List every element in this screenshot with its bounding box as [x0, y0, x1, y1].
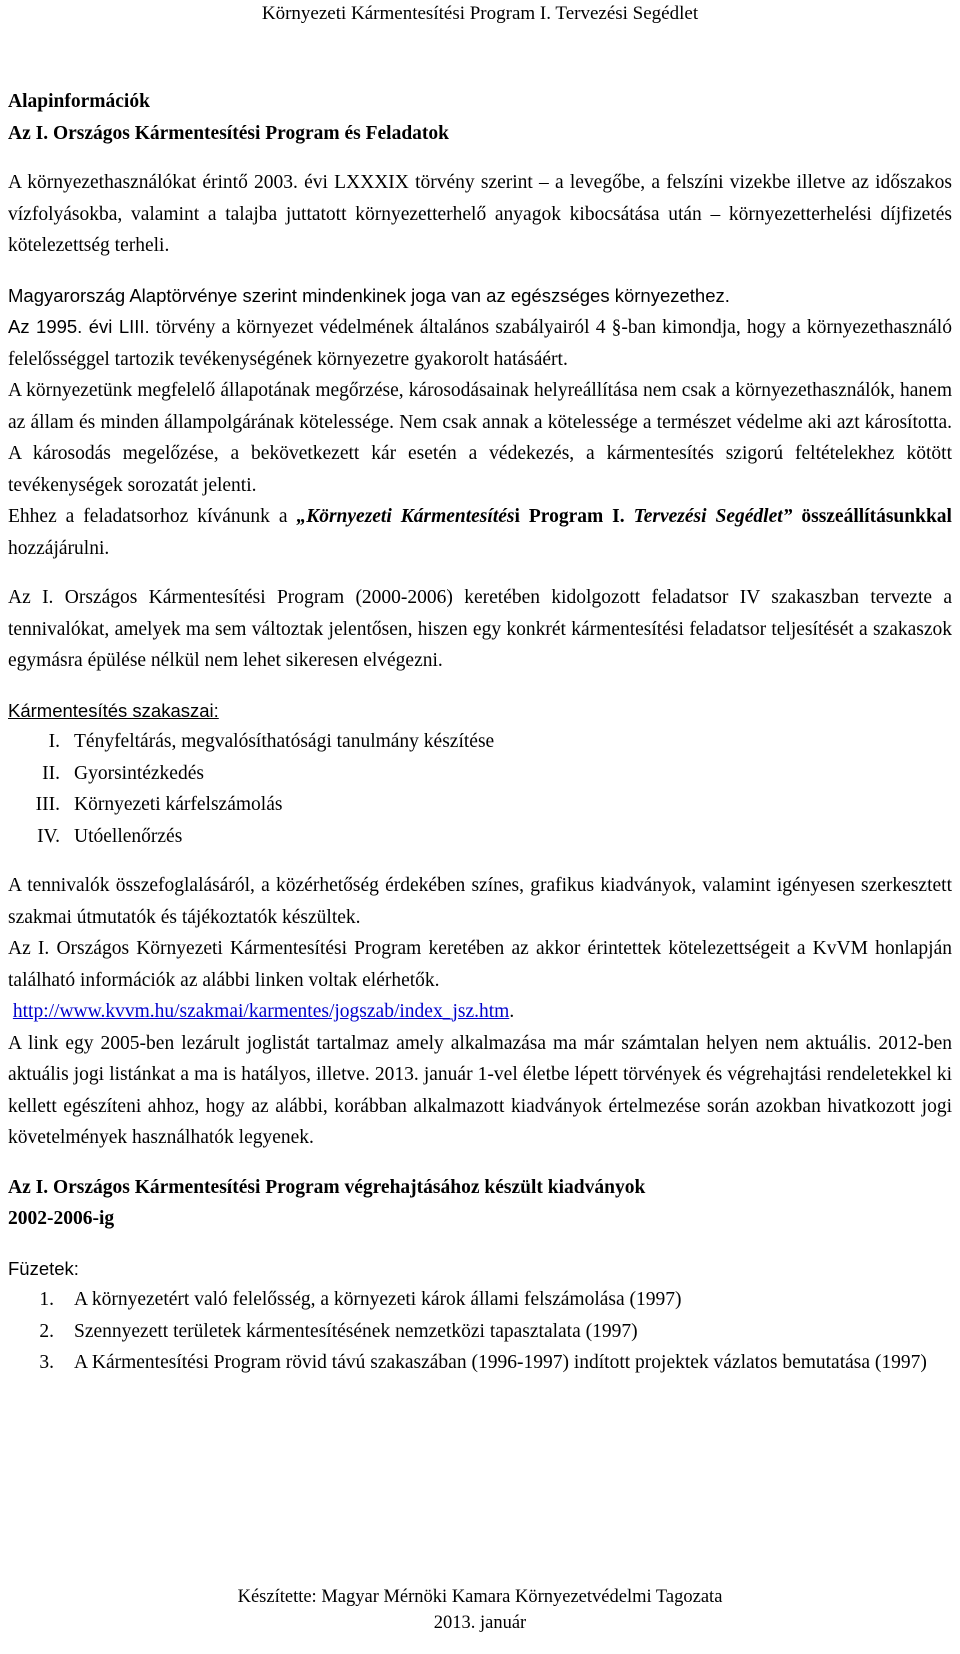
list-item — [8, 1316, 952, 1348]
list-item — [8, 726, 952, 758]
list-marker: 2. — [39, 1320, 54, 1342]
list-item — [8, 758, 952, 790]
paragraph-publications: A tennivalók összefoglalásáról, a közérhetőség érdekében színes, grafikus kiadványok, valamint igényesen szerkesztett szakmai útmutatók és tájékoztatók készültek. — [8, 875, 952, 928]
paragraph-constitution: Magyarország Alaptörvénye szerint mindenkinek joga van az egészséges környezethez. — [8, 284, 730, 306]
booklets-title: Füzetek: — [8, 1257, 79, 1279]
footer-date: 2013. január — [433, 1613, 527, 1633]
contribution-text-end: hozzájárulni. — [8, 537, 110, 559]
list-item-text: A Kármentesítési Program rövid távú szakaszában (1996-1997) indított projektek vázlatos bemutatása (1997) — [74, 1352, 927, 1373]
list-item — [8, 1347, 952, 1379]
list-item-text: Utóellenőrzés — [74, 825, 183, 847]
paragraph-legal-list: A link egy 2005-ben lezárult joglistát tartalmaz amely alkalmazása ma már számtalan helyen nem aktuális. 2012-ben aktuális jogi listánkat a ma is hatályos, illetve. 2013. január 1-vel életbe lépett törvények és végrehajtási rendeletekkel ki kellett egészíteni ahhoz, hogy az alábbi, korábban alkalmazott kiadványok értelmezése során azokban hivatkozott jogi követelmények használhatók legyenek. — [8, 1032, 952, 1148]
paragraph-kvvm: Az I. Országos Környezeti Kármentesítési Program keretében az akkor érintettek kötelezettségeit a KvVM honlapján található információk az alábbi linken voltak elérhetők. — [8, 938, 952, 991]
paragraph-fee-law: A környezethasználókat érintő 2003. évi LXXXIX törvény szerint – a levegőbe, a felszíni vizekbe illetve az időszakos vízfolyásokba, valamint a talajba juttatott környezetterhelő anyagok kibocsátása után – környezetterhelési díjfizetés kötelezettség terheli. — [8, 172, 952, 256]
document-body — [8, 86, 952, 1379]
publication-title-part3: Tervezési Segédlet” — [633, 506, 793, 527]
paragraph-program-stages: Az I. Országos Kármentesítési Program (2000-2006) keretében kidolgozott feladatsor IV szakaszban tervezte a tennivalókat, amelyek ma sem változtak jelentősen, hiszen egy konkrét kármentesítési feladatsor teljesítését a szakaszok egymásra épülése nélkül nem lehet sikeresen elvégezni. — [8, 587, 952, 671]
page-footer — [0, 1584, 960, 1636]
list-item-text: A környezetért való felelősség, a környezeti károk állami felszámolása (1997) — [74, 1289, 682, 1310]
list-marker: I. — [48, 731, 60, 752]
list-item-text: Gyorsintézkedés — [74, 762, 204, 784]
paragraph-link — [8, 996, 952, 1028]
running-header: Környezeti Kármentesítési Program I. Tervezési Segédlet — [261, 3, 699, 24]
publication-title-part2: i Program I. — [514, 506, 634, 527]
list-marker: II. — [42, 762, 60, 784]
paragraph-contribution — [8, 501, 952, 564]
publication-title-part4: összeállításunkkal — [792, 506, 952, 527]
law-reference-text: törvény a környezet védelmének általános szabályairól 4 §-ban kimondja, hogy a környezethasználó felelősséggel tartozik tevékenységének környezetre gyakorolt hatásáért. — [8, 317, 952, 370]
paragraph-responsibility: A környezetünk megfelelő állapotának megőrzése, károsodásainak helyreállítása nem csak a környezethasználók, hanem az állam és minden állampolgárának kötelessége. Nem csak annak a kötelessége a természet védelme aki azt károsította. A károsodás megelőzése, a bekövetkezett kár esetén a védekezés, a kármentesítés szigorú feltételekhez kötött tevékenységek sorozatát jelenti. — [8, 380, 952, 496]
publications-heading: Az I. Országos Kármentesítési Program végrehajtásához készült kiadványok — [8, 1176, 646, 1198]
publication-title-part1: „Környezeti Kármentesítés — [296, 506, 515, 527]
list-item-text: Környezeti kárfelszámolás — [74, 794, 283, 815]
stages-list — [8, 726, 952, 852]
list-marker: IV. — [37, 825, 60, 847]
footer-author: Készítette: Magyar Mérnöki Kamara Környezetvédelmi Tagozata — [237, 1587, 723, 1607]
stages-title — [8, 695, 952, 727]
booklets-list — [8, 1284, 952, 1379]
contribution-text: Ehhez a feladatsorhoz kívánunk a — [8, 506, 297, 527]
list-marker: III. — [35, 794, 60, 815]
law-reference: Az 1995. évi LIII. — [8, 316, 150, 337]
link-suffix: . — [509, 1001, 515, 1022]
stages-title-text: Kármentesítés szakaszai: — [8, 699, 219, 721]
publications-heading-years: 2002-2006-ig — [8, 1208, 115, 1229]
list-item-text: Szennyezett területek kármentesítésének nemzetközi tapasztalata (1997) — [74, 1320, 638, 1342]
section-heading: Alapinformációk — [8, 91, 150, 112]
list-item — [8, 1284, 952, 1316]
list-item — [8, 821, 952, 853]
kvvm-link[interactable]: http://www.kvvm.hu/szakmai/karmentes/jogszab/index_jsz.htm — [12, 1001, 510, 1022]
paragraph-env-law — [8, 311, 952, 375]
list-item-text: Tényfeltárás, megvalósíthatósági tanulmány készítése — [74, 731, 495, 752]
section-subheading: Az I. Országos Kármentesítési Program és Feladatok — [8, 122, 450, 144]
list-marker: 1. — [39, 1289, 54, 1310]
list-item — [8, 789, 952, 821]
list-marker: 3. — [39, 1352, 54, 1373]
